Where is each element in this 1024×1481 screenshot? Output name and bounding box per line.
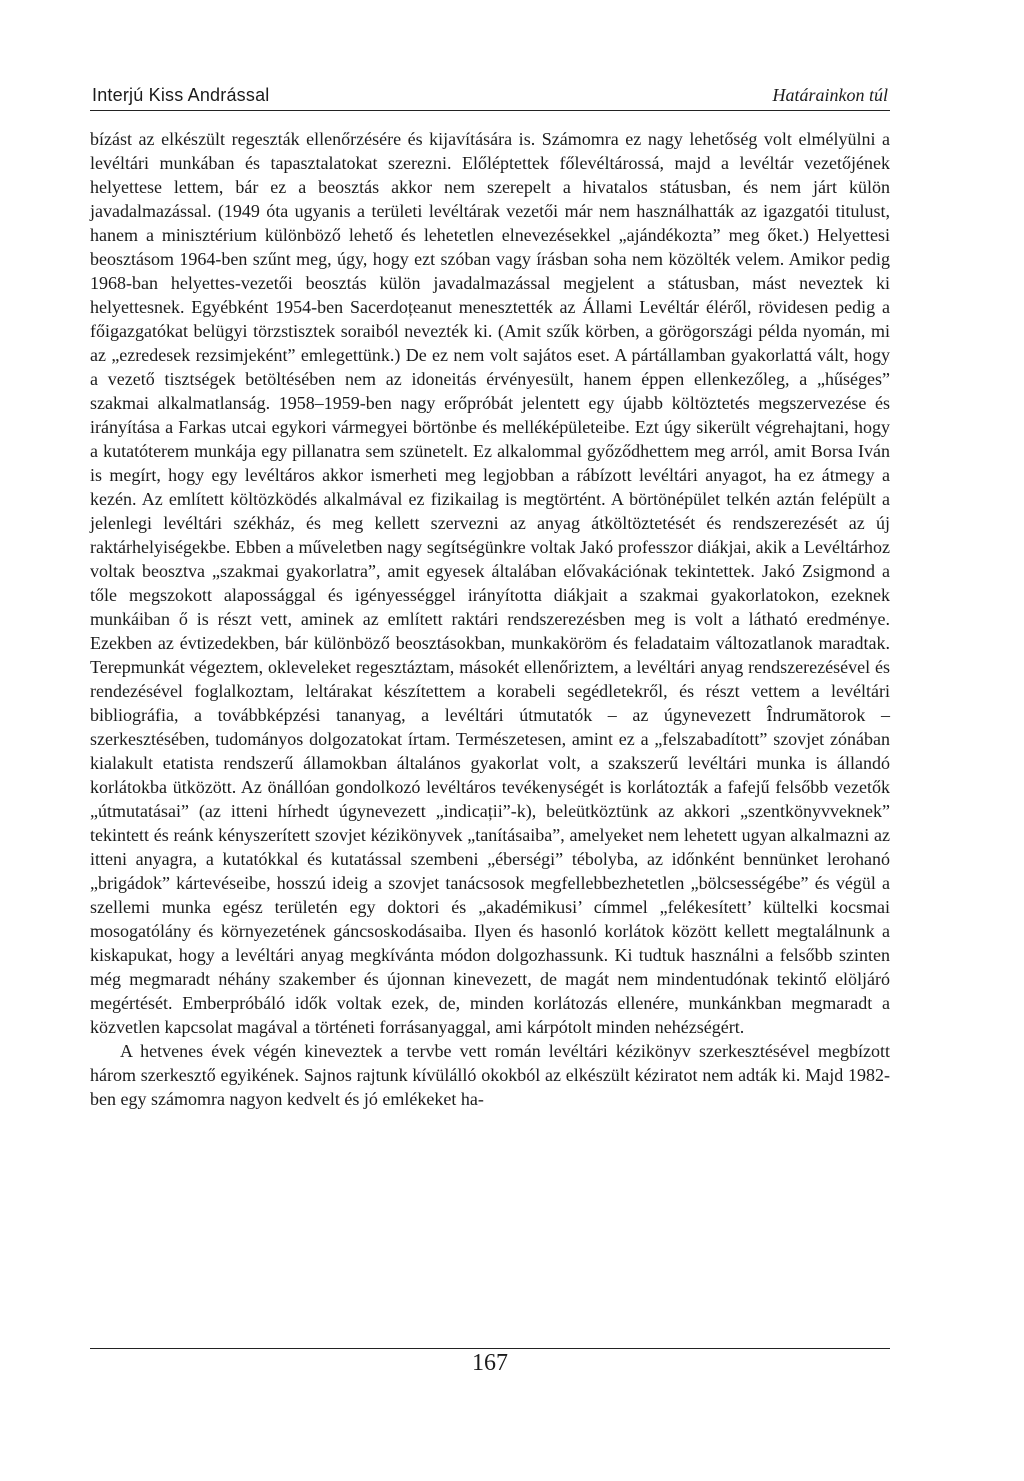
body-text [90, 127, 890, 1111]
document-page [90, 0, 930, 1481]
header-section-title: Határainkon túl [772, 85, 888, 105]
header-article-title: Interjú Kiss Andrással [92, 85, 270, 105]
page-number: 167 [472, 1350, 508, 1376]
paragraph: A hetvenes évek végén kineveztek a tervbe vett román levéltári kézikönyv szerkesztésével megbízott három szerkesztő egyikének. Sajnos rajtunk kívülálló okokból az elkészült kéziratot nem adták ki. Majd 1982-ben egy számomra nagyon kedvelt és jó emlékeket ha- [90, 1041, 890, 1109]
running-header [90, 80, 890, 111]
footer-rule [90, 1348, 890, 1349]
paragraph: bízást az elkészült regeszták ellenőrzésére és kijavítására is. Számomra ez nagy lehetőség volt elmélyülni a levéltári munkában és tapasztalatokat szerezni. Előléptettek főlevéltárossá, majd a levéltár vezetőjének helyettese lettem, bár ez a beosztás akkor nem szerepelt a hivatalos státusban, és nem járt külön javadalmazással. (1949 óta ugyanis a területi levéltárak vezetői már nem használhatták az igazgatói titulust, hanem a minisztérium különböző lehető és lehetetlen elnevezésekkel „ajándékozta” meg őket.) Helyettesi beosztásom 1964-ben szűnt meg, úgy, hogy ezt szóban vagy írásban soha nem közölték velem. Amikor pedig 1968-ban helyettes-vezetői beosztás külön javadalmazással megjelent a státusban, mást neveztek ki helyettesnek. Egyébként 1954-ben Sacerdoțeanut menesztették az Állami Levéltár éléről, rövidesen pedig a főigazgatókat belügyi törzstisztek soraiból nevezték ki. (Amit szűk körben, a görögországi példa nyomán, mi az „ezredesek rezsimjeként” emlegettünk.) De ez nem volt sajátos eset. A pártállamban gyakorlattá vált, hogy a vezető tisztségek betöltésében nem az idoneitás érvényesült, hanem éppen ellenkezőleg, a „hűséges” szakmai alkalmatlanság. 1958–1959-ben nagy erőpróbát jelentett egy újabb költöztetés megszervezése és irányítása a Farkas utcai egykori vármegyei börtönbe és melléképületeibe. Ezt úgy sikerült végrehajtani, hogy a kutatóterem munkája egy pillanatra sem szünetelt. Ez alkalommal győződhettem meg arról, amit Borsa Iván is megírt, hogy egy levéltáros akkor ismerheti meg legjobban a rábízott levéltári anyagot, ha ez átmegy a kezén. Az említett költözködés alkalmával ez fizikailag is megtörtént. A börtönépület telkén aztán felépült a jelenlegi levéltári székház, és meg kellett szervezni az anyag átköltöztetését és rendszerezését az új raktárhelyiségekbe. Ebben a műveletben nagy segítségünkre voltak Jakó professzor diákjai, akik a Levéltárhoz voltak beosztva „szakmai gyakorlatra”, amit egyesek általában elővakációnak tekintettek. Jakó Zsigmond a tőle megszokott alapossággal és igényességgel irányította diákjait a szakmai gyakorlatokon, ezeknek munkáiban ő is részt vett, aminek az említett raktári rendszerezésben meg is volt a látható eredménye. Ezekben az évtizedekben, bár különböző beosztásokban, munkaköröm és feladataim változatlanok maradtak. Terepmunkát végeztem, okleveleket regesztáztam, másokét ellenőriztem, a levéltári anyag rendszerezésével és rendezésével foglalkoztam, leltárakat készítettem a korabeli segédletekről, és részt vettem a levéltári bibliográfia, a továbbképzési tananyag, a levéltári útmutatók – az úgynevezett Îndrumătorok – szerkesztésében, tudományos dolgozatokat írtam. Természetesen, amint ez a „felszabadított” szovjet zónában kialakult etatista rendszerű államokban általános gyakorlat volt, a szakszerű levéltári munka is állandó korlátokba ütközött. Az önállóan gondolkozó levéltáros tevékenységét is korlátozták a fafejű felsőbb vezetők „útmutatásai” (az itteni hírhedt úgynevezett „indicații”-k), beleütköztünk az akkori „szentkönyvveknek” tekintett és reánk kényszerített szovjet kézikönyvek „tanításaiba”, amelyeket nem lehetett ugyan alkalmazni az itteni anyagra, a kutatókkal és kutatással szembeni „éberségi” tébolyba, az időnként bennünket lerohanó „brigádok” kártevéseibe, hosszú ideig a szovjet tanácsosok megfellebbezhetetlen „bölcsességébe” és végül a szellemi munka egész területén egy doktori és „akadémikusi’ címmel „felékesített’ kültelki kocsmai mosogatólány és környezetének gáncsoskodásaiba. Ilyen és hasonló korlátok között kellett megtalálnunk a kiskapukat, hogy a levéltári anyag megkívánta módon dolgozhassunk. Ki tudtuk használni a felsőbb szinten még megmaradt néhány szakember és újonnan kinevezett, de magát nem mindentudónak tekintő elöljáró megértését. Emberpróbáló idők voltak ezek, de, minden korlátozás ellenére, munkánkban megmaradt a közvetlen kapcsolat magával a történeti forrásanyaggal, ami kárpótolt minden nehézségért. [90, 129, 890, 1037]
